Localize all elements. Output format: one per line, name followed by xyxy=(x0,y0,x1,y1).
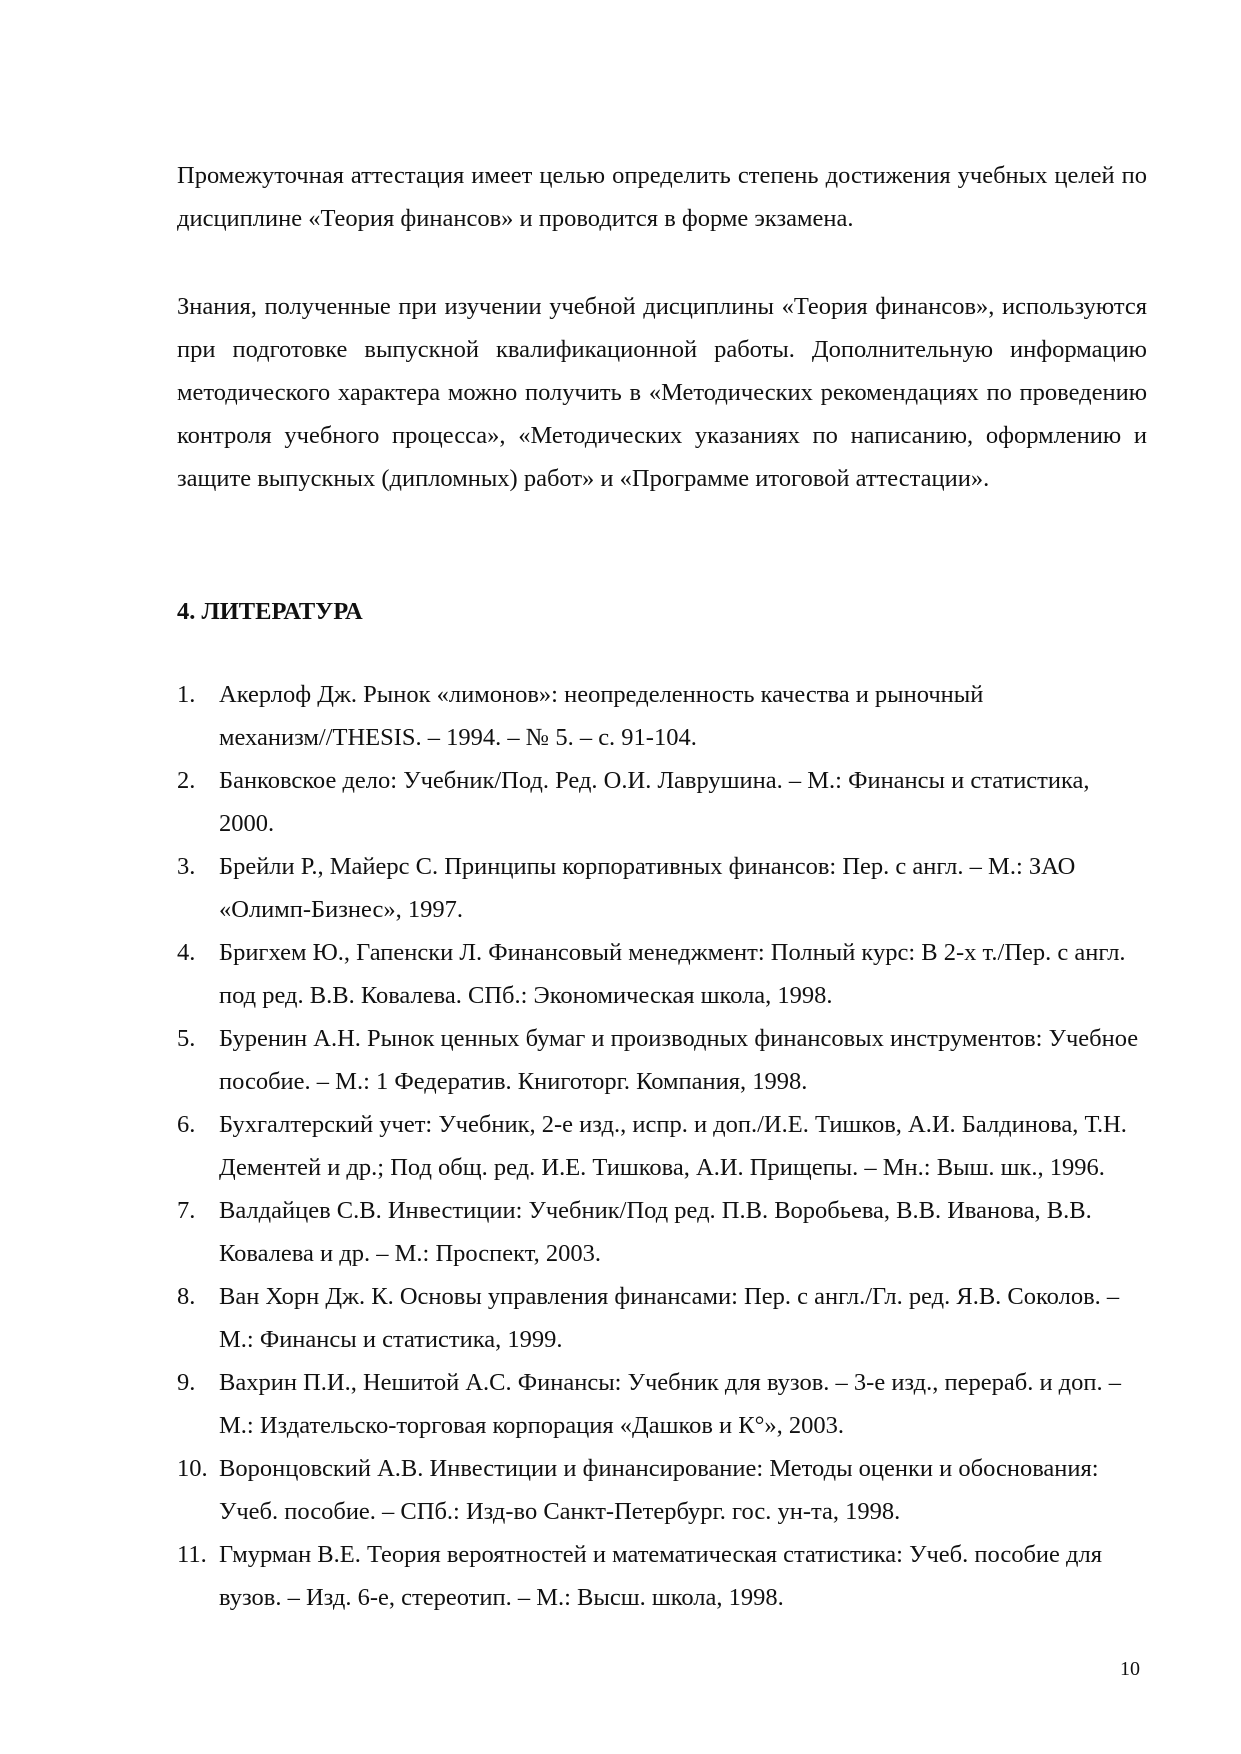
reference-number: 4. xyxy=(177,939,196,966)
reference-text: Брейли Р., Майерс С. Принципы корпоративных финансов: Пер. с англ. – М.: ЗАО «Олимп-Бизнес», 1997. xyxy=(219,853,1076,923)
reference-text: Вахрин П.И., Нешитой А.С. Финансы: Учебник для вузов. – 3-е изд., перераб. и доп. – М.: Издательско-торговая корпорация «Дашков и К°», 2003. xyxy=(219,1369,1122,1439)
intro-paragraph: Промежуточная аттестация имеет целью определить степень достижения учебных целей по дисциплине «Теория финансов» и проводится в форме экзамена. xyxy=(177,162,1147,232)
reference-number: 1. xyxy=(177,681,196,708)
reference-text: Буренин А.Н. Рынок ценных бумаг и производных финансовых инструментов: Учебное пособие. – М.: 1 Федератив. Книготорг. Компания, 1998. xyxy=(219,1025,1139,1095)
reference-text: Бухгалтерский учет: Учебник, 2-е изд., испр. и доп./И.Е. Тишков, А.И. Балдинова, Т.Н. Дементей и др.; Под общ. ред. И.Е. Тишкова, А.И. Прищепы. – Мн.: Выш. шк., 1996. xyxy=(219,1111,1127,1181)
section-heading: 4. ЛИТЕРАТУРА xyxy=(177,598,363,625)
reference-item-7 xyxy=(177,1189,1147,1275)
reference-number: 10. xyxy=(177,1455,208,1482)
reference-text: Ван Хорн Дж. К. Основы управления финансами: Пер. с англ./Гл. ред. Я.В. Соколов. – М.: Финансы и статистика, 1999. xyxy=(219,1283,1120,1353)
reference-text: Валдайцев С.В. Инвестиции: Учебник/Под ред. П.В. Воробьева, В.В. Иванова, В.В. Ковалева и др. – М.: Проспект, 2003. xyxy=(219,1197,1092,1267)
reference-number: 5. xyxy=(177,1025,196,1052)
reference-number: 8. xyxy=(177,1283,196,1310)
reference-item-4 xyxy=(177,931,1147,1017)
reference-item-10 xyxy=(177,1447,1147,1533)
reference-text: Воронцовский А.В. Инвестиции и финансирование: Методы оценки и обоснования: Учеб. пособие. – СПб.: Изд-во Санкт-Петербург. гос. ун-та, 1998. xyxy=(219,1455,1099,1525)
reference-text: Акерлоф Дж. Рынок «лимонов»: неопределенность качества и рыночный механизм//THESIS. – 1994. – № 5. – с. 91-104. xyxy=(219,681,984,751)
reference-item-11 xyxy=(177,1533,1147,1619)
reference-text: Банковское дело: Учебник/Под. Ред. О.И. Лаврушина. – М.: Финансы и статистика, 2000. xyxy=(219,767,1090,837)
reference-number: 11. xyxy=(177,1541,207,1568)
page-number: 10 xyxy=(1120,1658,1140,1680)
reference-item-3 xyxy=(177,845,1147,931)
reference-text: Бригхем Ю., Гапенски Л. Финансовый менеджмент: Полный курс: В 2-х т./Пер. с англ. под ред. В.В. Ковалева. СПб.: Экономическая школа, 1998. xyxy=(219,939,1126,1009)
reference-number: 3. xyxy=(177,853,196,880)
reference-number: 6. xyxy=(177,1111,196,1138)
reference-number: 2. xyxy=(177,767,196,794)
knowledge-paragraph: Знания, полученные при изучении учебной дисциплины «Теория финансов», используются при подготовке выпускной квалификационной работы. Дополнительную информацию методического характера можно получить в «Методических рекомендациях по проведению контроля учебного процесса», «Методических указаниях по написанию, оформлению и защите выпускных (дипломных) работ» и «Программе итоговой аттестации». xyxy=(177,293,1147,492)
reference-item-2 xyxy=(177,759,1147,845)
reference-list xyxy=(177,673,1147,1619)
reference-item-5 xyxy=(177,1017,1147,1103)
reference-item-9 xyxy=(177,1361,1147,1447)
reference-item-6 xyxy=(177,1103,1147,1189)
reference-item-1 xyxy=(177,673,1147,759)
reference-item-8 xyxy=(177,1275,1147,1361)
reference-number: 9. xyxy=(177,1369,196,1396)
reference-text: Гмурман В.Е. Теория вероятностей и математическая статистика: Учеб. пособие для вузов. – Изд. 6-е, стереотип. – М.: Высш. школа, 1998. xyxy=(219,1541,1103,1611)
reference-number: 7. xyxy=(177,1197,196,1224)
